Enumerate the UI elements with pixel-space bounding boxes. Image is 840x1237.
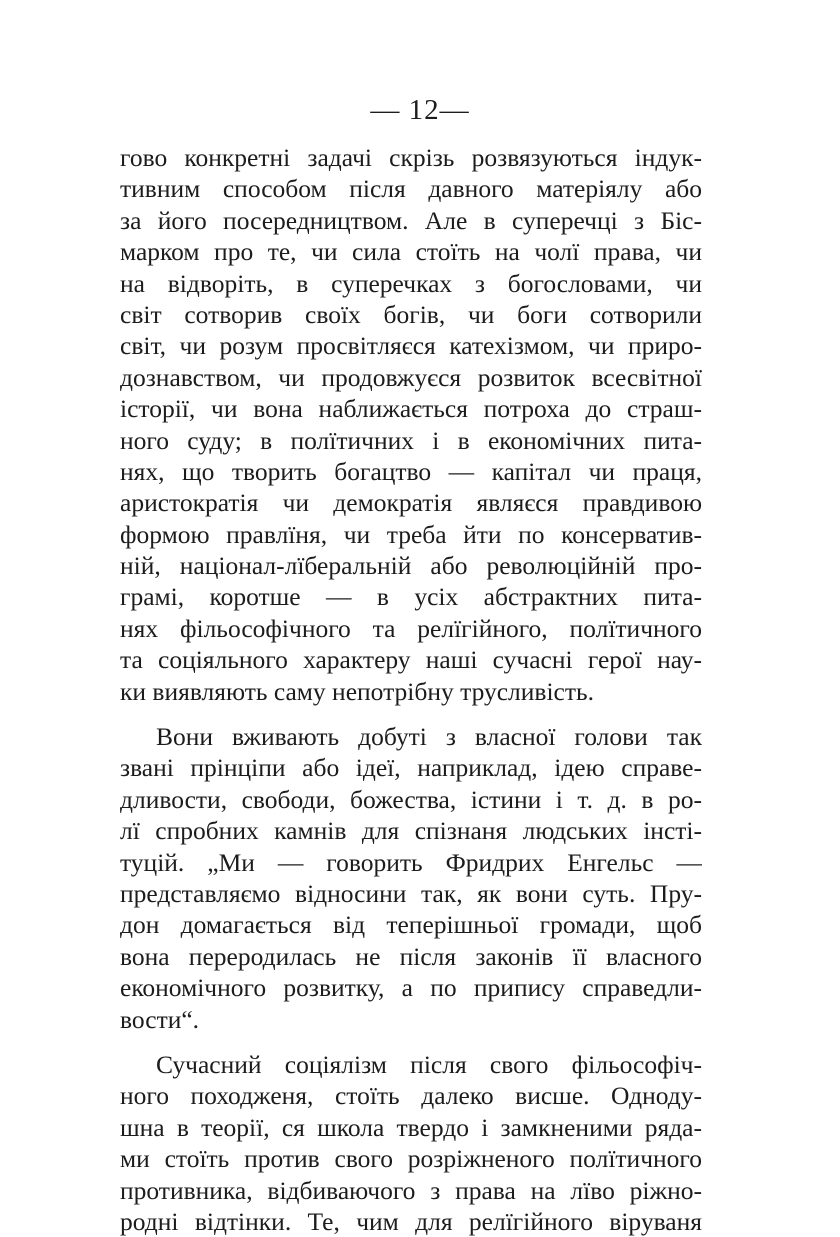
text-line: родні відтінки. Те, чим для релїгійного віруваня xyxy=(120,1206,702,1236)
text-line: вости“. xyxy=(120,1004,200,1034)
text-line: представляємо відносини так, як вони суть. Пру- xyxy=(120,878,702,908)
text-line: світ, чи розум просвітляєся катехізмом, чи приро- xyxy=(120,331,702,361)
paragraph xyxy=(120,142,702,707)
text-line: на відворіть, в суперечках з богословами, чи xyxy=(120,268,702,298)
paragraph-gap xyxy=(120,1035,702,1049)
text-line: противника, відбиваючого з права на лїво ріжно- xyxy=(120,1175,702,1205)
paragraph xyxy=(120,721,702,1035)
paragraph xyxy=(120,1049,702,1237)
text-line: нях фільософічного та релїгійного, полїтичного xyxy=(120,613,702,643)
text-line: аристократія чи демократія являєся правдивою xyxy=(120,488,702,518)
text-line: ного походженя, стоїть далеко висше. Одноду- xyxy=(120,1081,702,1111)
text-line: лї спробних камнів для спізнаня людських інсті- xyxy=(120,816,702,846)
text-line: ного суду; в полїтичних і в економічних пита- xyxy=(120,425,702,455)
text-line: гово конкретні задачі скрізь розвязуються індук- xyxy=(120,143,702,172)
text-line: та соціяльного характеру наші сучасні герої нау- xyxy=(120,645,702,675)
text-line: формою правлїня, чи треба йти по консерватив- xyxy=(120,519,702,549)
paragraph-gap xyxy=(120,707,702,721)
text-line: світ сотворив своїх богів, чи боги сотворили xyxy=(120,299,702,329)
text-line: звані прінціпи або ідеї, наприклад, ідею справе- xyxy=(120,753,702,783)
text-line: грамі, коротше — в усіх абстрактних пита- xyxy=(120,582,702,612)
text-line: дон домагається від теперішньої громади, щоб xyxy=(120,910,702,940)
text-line: ній, націонал-лїберальній або революційній про- xyxy=(120,551,702,581)
text-line: Сучасний соціялізм після свого фільософіч- xyxy=(156,1049,702,1079)
text-line: марком про те, чи сила стоїть на чолї права, чи xyxy=(120,237,702,267)
text-line: ми стоїть против свого розріжненого полїтичного xyxy=(120,1144,702,1174)
text-line: історії, чи вона наближається потроха до страш- xyxy=(120,394,702,424)
text-line: туцій. „Ми — говорить Фридрих Енгельс — xyxy=(120,847,702,877)
text-line: вона переродилась не після законів її власного xyxy=(120,941,702,971)
text-line: нях, що творить богацтво — капітал чи праця, xyxy=(120,456,702,486)
text-line: шна в теорії, ся школа твердо і замкненими ряда- xyxy=(120,1112,702,1142)
body-text xyxy=(120,142,702,1237)
text-line: за його посередництвом. Але в суперечці з Біс- xyxy=(120,205,702,235)
text-line: тивним способом після давного матеріялу або xyxy=(120,174,702,204)
text-line: ки виявляють саму непотрібну трусливість. xyxy=(120,676,595,706)
text-line: дознавством, чи продовжуєся розвиток всесвітної xyxy=(120,362,702,392)
text-line: економічного розвитку, а по припису справедли- xyxy=(120,973,702,1003)
page-number: — 12— xyxy=(370,94,470,126)
text-line: Вони вживають добуті з власної голови так xyxy=(156,722,702,752)
text-line: дливости, свободи, божества, істини і т. д. в ро- xyxy=(120,784,702,814)
